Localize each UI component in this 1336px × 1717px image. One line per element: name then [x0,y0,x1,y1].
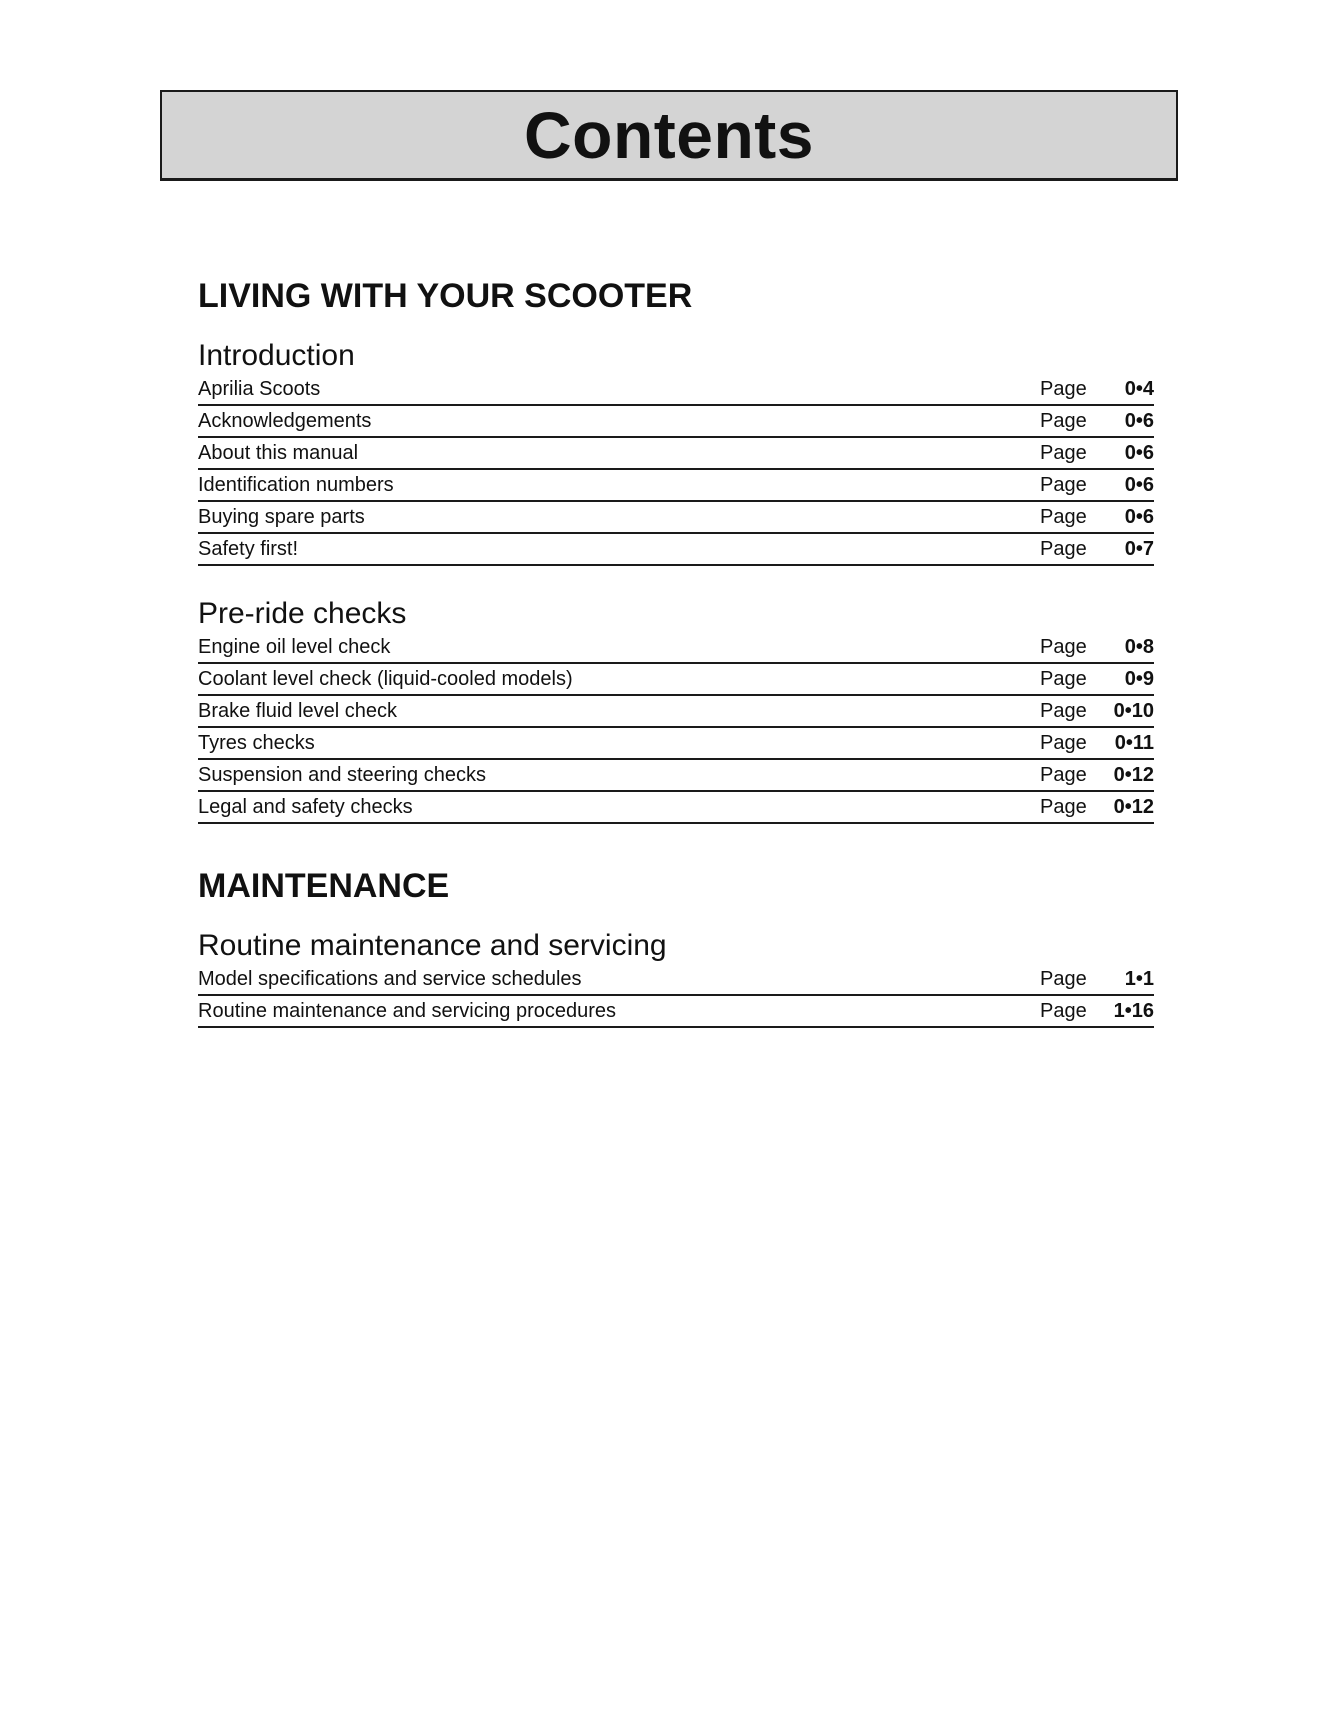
toc-part [198,270,1154,824]
toc-page-word: Page [1040,636,1087,658]
toc-entry-label: Safety first! [198,538,299,560]
toc-page-number: 1•16 [1113,1000,1154,1022]
contents-title-box [160,90,1178,181]
toc-page-number: 0•6 [1124,506,1154,528]
toc-entry-label: Routine maintenance and servicing procedures [198,1000,617,1022]
toc-entry-label: Coolant level check (liquid-cooled models) [198,668,573,690]
toc-section [198,926,1154,1028]
toc-page-word: Page [1040,968,1087,990]
toc-entry [198,376,1154,406]
toc-page-number: 0•9 [1124,668,1154,690]
toc-page-number: 0•6 [1124,442,1154,464]
toc-entry [198,760,1154,792]
toc-page-word: Page [1040,442,1087,464]
toc-page-word: Page [1040,1000,1087,1022]
part-heading: LIVING WITH YOUR SCOOTER [198,277,693,315]
toc-page-word: Page [1040,796,1087,818]
toc-page-word: Page [1040,474,1087,496]
toc-entry-list [198,634,1154,824]
toc-entry-label: Buying spare parts [198,506,365,528]
toc-page-number: 0•6 [1124,474,1154,496]
toc-entry [198,502,1154,534]
toc-page-word: Page [1040,538,1087,560]
toc-entry-list [198,966,1154,1028]
toc-entry [198,470,1154,502]
toc-entry-label: Legal and safety checks [198,796,413,818]
toc-page-word: Page [1040,378,1087,400]
toc-entry-label: Tyres checks [198,732,315,754]
toc-page-number: 1•1 [1124,968,1154,990]
toc-entry-label: Identification numbers [198,474,394,496]
section-heading: Introduction [198,339,355,372]
toc-page-number: 0•12 [1113,764,1154,786]
toc-entry [198,534,1154,566]
toc-entry-label: Suspension and steering checks [198,764,486,786]
page-title: Contents [524,98,814,172]
section-heading: Routine maintenance and servicing [198,929,667,962]
toc-page-number: 0•7 [1124,538,1154,560]
toc-entry [198,966,1154,996]
toc-entry [198,728,1154,760]
toc-page-word: Page [1040,506,1087,528]
toc-page-word: Page [1040,668,1087,690]
table-of-contents [198,270,1154,1028]
toc-entry [198,996,1154,1028]
toc-entry-label: Model specifications and service schedules [198,968,582,990]
part-heading: MAINTENANCE [198,867,450,905]
toc-page-word: Page [1040,764,1087,786]
toc-entry [198,792,1154,824]
toc-entry-label: Brake fluid level check [198,700,397,722]
toc-entry [198,438,1154,470]
toc-page-word: Page [1040,410,1087,432]
toc-part [198,860,1154,1028]
toc-section [198,594,1154,824]
toc-entry [198,696,1154,728]
toc-entry [198,406,1154,438]
toc-entry-list [198,376,1154,566]
toc-page-number: 0•11 [1114,732,1154,754]
toc-page-word: Page [1040,700,1087,722]
toc-entry-label: Aprilia Scoots [198,378,321,400]
toc-entry-label: Acknowledgements [198,410,372,432]
toc-entry-label: Engine oil level check [198,636,391,658]
toc-entry-label: About this manual [198,442,359,464]
toc-page-number: 0•8 [1124,636,1154,658]
toc-section [198,336,1154,566]
toc-page-number: 0•12 [1113,796,1154,818]
toc-page-number: 0•10 [1113,700,1154,722]
toc-page-number: 0•6 [1124,410,1154,432]
toc-page-number: 0•4 [1124,378,1154,400]
toc-entry [198,664,1154,696]
toc-page-word: Page [1040,732,1087,754]
toc-entry [198,634,1154,664]
section-heading: Pre-ride checks [198,597,407,630]
